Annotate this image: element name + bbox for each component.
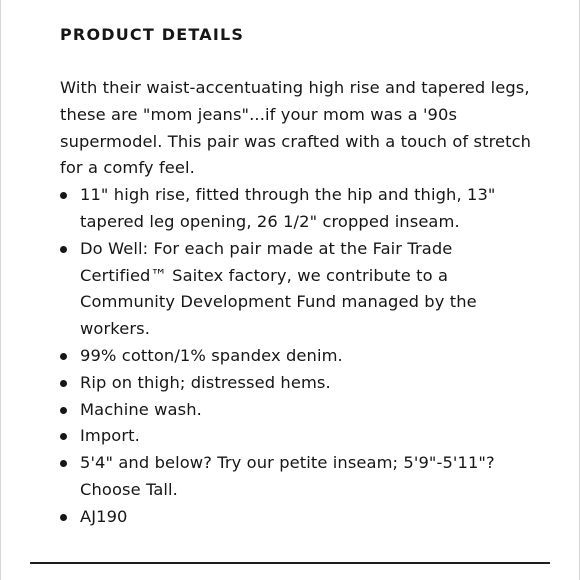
bullet-icon: [60, 353, 67, 360]
bullet-icon: [60, 514, 67, 521]
bullet-icon: [60, 192, 67, 199]
list-item-care: [60, 397, 540, 424]
left-divider: [0, 0, 1, 580]
product-details-section: [60, 24, 540, 531]
list-item-fabric: [60, 343, 540, 370]
bullet-icon: [60, 246, 67, 253]
section-divider: [30, 562, 550, 564]
bullet-icon: [60, 380, 67, 387]
list-item-text: Import.: [80, 426, 140, 446]
list-item-text: 5'4" and below? Try our petite inseam; 5'9"-5'11"? Choose Tall.: [80, 453, 495, 499]
list-item-origin: [60, 423, 540, 450]
list-item-text: 11" high rise, fitted through the hip and thigh, 13" tapered leg opening, 26 1/2" cropped inseam.: [80, 185, 496, 231]
list-item-text: Do Well: For each pair made at the Fair Trade Certified™ Saitex factory, we contribute to a Community Development Fund managed by the workers.: [80, 238, 477, 339]
list-item-text: AJ190: [80, 506, 128, 526]
list-item-style-number: [60, 504, 540, 531]
list-item-sizing: [60, 450, 540, 504]
bullet-icon: [60, 460, 67, 467]
product-details-list: [60, 182, 540, 530]
product-details-heading: PRODUCT DETAILS: [60, 25, 245, 44]
list-item-do-well: [60, 236, 540, 343]
list-item-distressing: [60, 370, 540, 397]
list-item-rise-fit: [60, 182, 540, 236]
list-item-text: 99% cotton/1% spandex denim.: [80, 345, 343, 365]
list-item-text: Machine wash.: [80, 399, 202, 419]
bullet-icon: [60, 433, 67, 440]
product-description: With their waist-accentuating high rise and tapered legs, these are "mom jeans"...if your mom was a '90s supermodel. This pair was crafted with a touch of stretch for a comfy feel.: [60, 78, 532, 178]
bullet-icon: [60, 407, 67, 414]
list-item-text: Rip on thigh; distressed hems.: [80, 372, 331, 392]
